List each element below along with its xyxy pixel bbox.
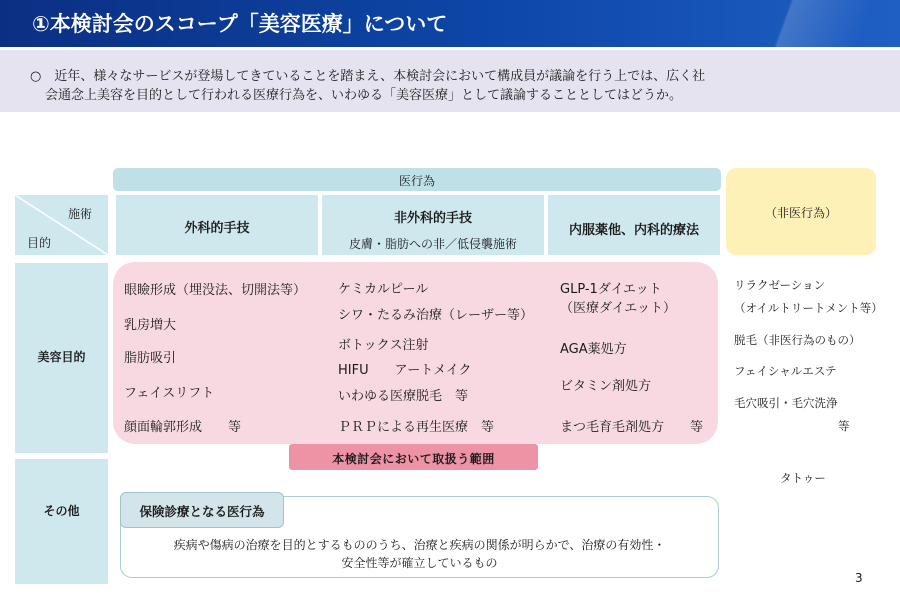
- insurance-tab-label: 保険診療となる医行為: [139, 504, 265, 519]
- surgical-item: 眼瞼形成（埋没法、切開法等）: [124, 283, 307, 298]
- column-title-nonsurgical: 非外科的手技: [393, 211, 472, 226]
- page-title: ①本検討会のスコープ「美容医療」について: [32, 12, 448, 36]
- surgical-item: 顔面輪郭形成 等: [124, 420, 242, 435]
- column-subtitle-nonsurgical: 皮膚・脂肪への非／低侵襲施術: [348, 237, 517, 251]
- surgical-item: 乳房増大: [124, 318, 177, 333]
- medical-act-header-label: 医行為: [398, 174, 435, 188]
- surgical-item: 脂肪吸引: [124, 351, 177, 366]
- non-medical-item: （オイルトリートメント等）: [734, 301, 883, 315]
- non-medical-item: フェイシャルエステ: [734, 364, 837, 378]
- non-medical-act-label: （非医行為）: [764, 206, 837, 220]
- nonsurgical-item: シワ・たるみ治療（レーザー等）: [338, 308, 534, 323]
- nonsurgical-item: ケミカルピール: [338, 282, 429, 297]
- nonsurgical-item: ボトックス注射: [338, 338, 429, 353]
- internal-item: ビタミン剤処方: [560, 379, 652, 394]
- page-number: 3: [855, 571, 863, 585]
- intro-text-line-1: ○ 近年、様々なサービスが登場してきていることを踏まえ、本検討会において構成員が議論を行う上では、広く社: [30, 69, 706, 84]
- insurance-description-line-2: 安全性等が確立しているもの: [341, 556, 498, 570]
- non-medical-item: タトゥー: [780, 471, 826, 485]
- internal-item: まつ毛育毛剤処方 等: [560, 420, 704, 435]
- non-medical-item: リラクゼーション: [734, 278, 826, 292]
- surgical-item: フェイスリフト: [124, 386, 215, 401]
- internal-item: （医療ダイエット）: [560, 301, 676, 316]
- intro-text-line-2: 会通念上美容を目的として行われる医療行為を、いわゆる「美容医療」として議論することとしてはどうか。: [45, 88, 683, 103]
- non-medical-item: 脱毛（非医行為のもの）: [734, 333, 861, 347]
- nonsurgical-item: HIFU アートメイク: [338, 363, 472, 378]
- insurance-description-line-1: 疾病や傷病の治療を目的とするもののうち、治療と疾病の関係が明らかで、治療の有効性・: [173, 538, 666, 552]
- row-header-other: [15, 459, 108, 584]
- non-medical-item: 等: [838, 419, 850, 433]
- corner-label-purpose: 目的: [27, 236, 52, 250]
- column-title-internal: 内服薬他、内科的療法: [568, 223, 699, 238]
- nonsurgical-item: ＰＲＰによる再生医療 等: [338, 420, 495, 435]
- row-label-other: その他: [43, 504, 80, 518]
- row-label-beauty: 美容目的: [37, 350, 86, 364]
- column-title-surgical: 外科的手技: [184, 221, 250, 236]
- nonsurgical-item: いわゆる医療脱毛 等: [338, 389, 469, 404]
- scope-badge-label: 本検討会において取扱う範囲: [332, 452, 495, 466]
- internal-item: AGA薬処方: [560, 342, 627, 357]
- non-medical-item: 毛穴吸引・毛穴洗浄: [734, 396, 838, 410]
- internal-item: GLP-1ダイエット: [560, 282, 662, 297]
- corner-label-procedure: 施術: [68, 207, 93, 221]
